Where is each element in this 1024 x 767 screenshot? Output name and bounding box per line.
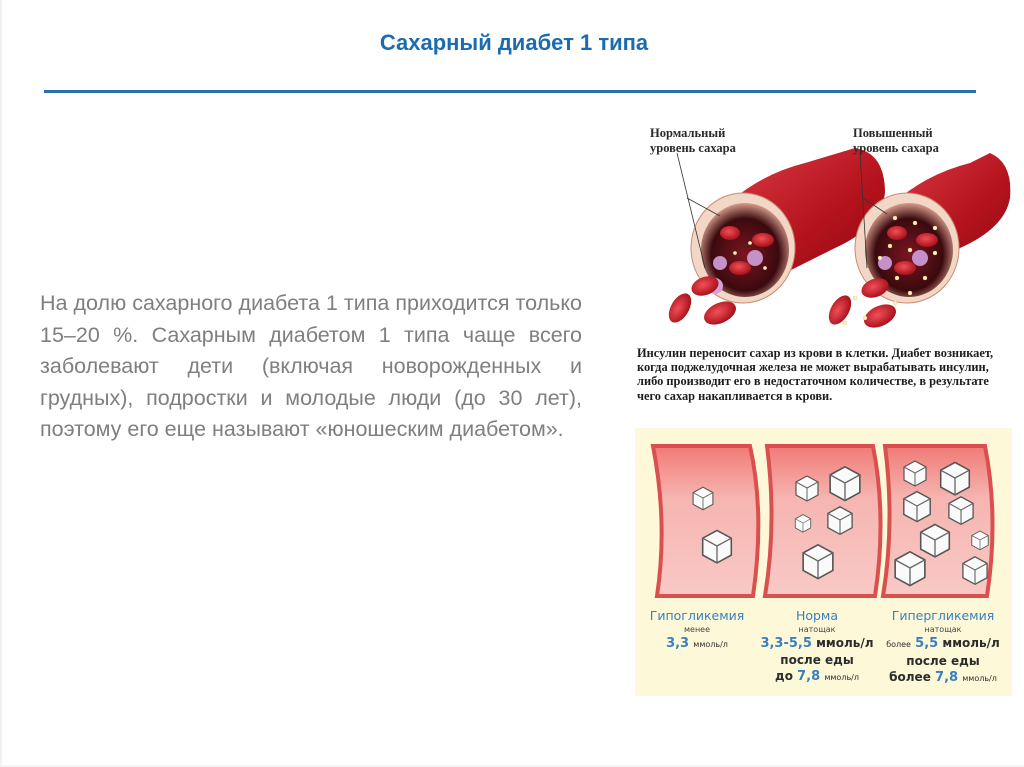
after-meal-label: после еды [906,654,980,668]
level-value-prefix: более [886,640,911,649]
level-unit: ммоль/л [816,636,874,650]
level-qualifier: натощак [924,625,962,634]
level-value-line [879,635,1007,653]
level-value: 3,3-5,5 [760,636,812,651]
level-unit: ммоль/л [693,640,728,649]
sugar-levels-panel [635,428,1012,696]
level-value-line [637,635,757,653]
after-meal-line [879,669,1007,687]
after-meal-value: 7,8 [797,669,821,684]
vessel-label-normal [650,126,736,156]
after-meal-prefix: до [775,669,793,683]
level-value: 5,5 [915,636,939,651]
vessel-normal [664,148,885,329]
level-normal [753,608,881,686]
after-meal-unit: ммоль/л [824,673,859,682]
diabetes-illustration [635,118,1015,698]
after-meal-label: после еды [780,653,854,667]
slide-body-text: На долю сахарного диабета 1 типа приходится только 15–20 %. Сахарным диабетом 1 типа чаще всего заболевают дети (включая новорожденных и грудных), подростки и молодые люди (до 30 лет), поэтому его еще называют «юношеским диабетом». [40,291,582,441]
vessel-label-normal-line1: Нормальный [650,126,726,140]
vessel-segments-drawing [635,428,1012,608]
vessel-label-elevated-line1: Повышенный [853,126,933,140]
vessel-label-normal-line2: уровень сахара [650,141,736,155]
level-name: Норма [795,608,839,623]
level-value: 3,3 [666,636,690,651]
illustration-caption: Инсулин переносит сахар из крови в клетки. Диабет возникает, когда поджелудочная железа не может вырабатывать инсулин, либо производит его в недостаточном количестве, в результате чего сахар накапливается в крови. [637,346,994,403]
level-qualifier: менее [683,625,711,634]
level-name: Гипергликемия [891,608,995,623]
level-unit: ммоль/л [942,636,1000,650]
level-name: Гипогликемия [649,608,745,623]
level-hypoglycemia [637,608,757,653]
after-meal-prefix: более [889,670,931,684]
level-qualifier: натощак [798,625,836,634]
blood-vessels-illustration [635,118,1015,343]
after-meal-value: 7,8 [935,670,959,685]
title-divider [44,90,976,93]
level-hyperglycemia [879,608,1007,687]
after-meal-unit: ммоль/л [962,674,997,683]
slide-title: Сахарный диабет 1 типа [379,30,649,55]
after-meal-line [753,668,881,686]
level-value-line [753,635,881,652]
vessel-label-elevated [853,126,939,156]
vessel-label-elevated-line2: уровень сахара [853,141,939,155]
